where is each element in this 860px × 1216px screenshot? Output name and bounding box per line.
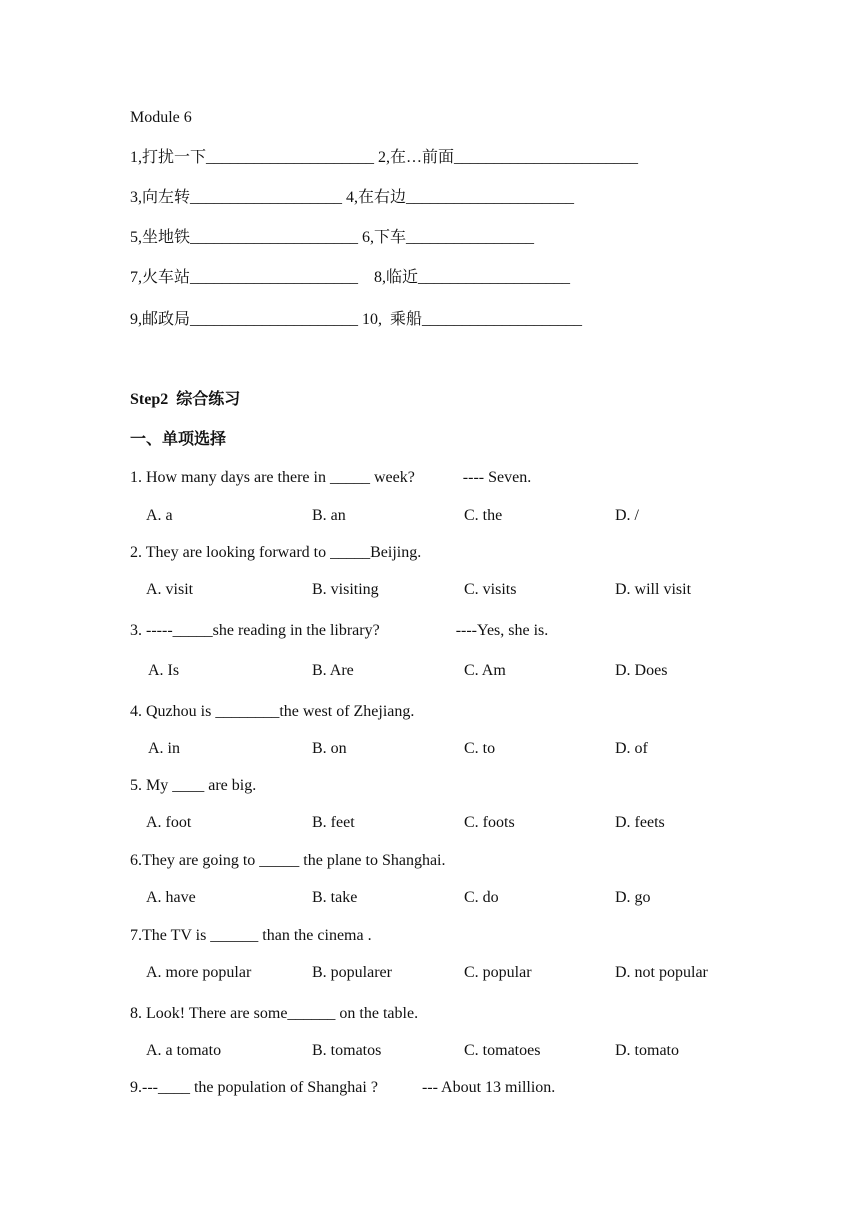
option-c: C. to [464, 740, 496, 757]
question-5: 5. My ____ are big. [130, 777, 257, 794]
option-a: A. a tomato [146, 1042, 222, 1059]
vocab-line-4 [130, 268, 570, 288]
vocab-item: 4,在右边_____________________ [346, 189, 575, 206]
section-title: 一、单项选择 [130, 431, 227, 448]
vocab-item: 7,火车站_____________________ [130, 269, 375, 286]
option-d: D. go [615, 889, 651, 906]
option-a: A. Is [148, 662, 180, 679]
option-c: C. tomatoes [464, 1042, 541, 1059]
option-a: A. visit [146, 581, 194, 598]
option-b: B. tomatos [312, 1042, 382, 1059]
vocab-line-5 [130, 310, 582, 330]
option-c: C. do [464, 889, 499, 906]
module-title: Module 6 [130, 109, 192, 126]
option-d: D. tomato [615, 1042, 679, 1059]
question-8: 8. Look! There are some______ on the table. [130, 1005, 419, 1022]
option-b: B. take [312, 889, 358, 906]
vocab-item: 9,邮政局_____________________ [130, 311, 363, 328]
option-a: A. in [148, 740, 180, 757]
vocab-item: 2,在…前面_______________________ [378, 149, 639, 166]
option-c: C. the [464, 507, 503, 524]
vocab-item: 8,临近___________________ [374, 269, 571, 286]
question-6: 6.They are going to _____ the plane to Shanghai. [130, 852, 446, 869]
question-1: 1. How many days are there in _____ week? ---- Seven. [130, 469, 532, 486]
vocab-item: 5,坐地铁_____________________ [130, 229, 363, 246]
option-c: C. Am [464, 662, 506, 679]
vocab-line-3 [130, 228, 534, 248]
option-d: D. of [615, 740, 648, 757]
vocab-line-1 [130, 148, 638, 168]
option-d: D. not popular [615, 964, 708, 981]
question-3: 3. -----_____she reading in the library? ----Yes, she is. [130, 622, 549, 639]
option-a: A. foot [146, 814, 192, 831]
vocab-item: 10, 乘船____________________ [362, 311, 583, 328]
option-b: B. on [312, 740, 347, 757]
question-2: 2. They are looking forward to _____Beijing. [130, 544, 422, 561]
vocab-item: 1,打扰一下_____________________ [130, 149, 379, 166]
question-9: 9.---____ the population of Shanghai ? --- About 13 million. [130, 1079, 556, 1096]
option-b: B. feet [312, 814, 355, 831]
option-b: B. popularer [312, 964, 392, 981]
vocab-item: 3,向左转___________________ [130, 189, 347, 206]
option-b: B. an [312, 507, 346, 524]
vocab-line-2 [130, 188, 574, 208]
question-7: 7.The TV is ______ than the cinema . [130, 927, 372, 944]
option-a: A. have [146, 889, 196, 906]
option-a: A. a [146, 507, 173, 524]
option-c: C. visits [464, 581, 517, 598]
option-d: D. will visit [615, 581, 692, 598]
vocab-item: 6,下车________________ [362, 229, 535, 246]
step2-title: Step2 综合练习 [130, 391, 241, 408]
option-a: A. more popular [146, 964, 252, 981]
option-d: D. / [615, 507, 639, 524]
option-d: D. feets [615, 814, 665, 831]
option-d: D. Does [615, 662, 668, 679]
option-c: C. foots [464, 814, 515, 831]
option-b: B. visiting [312, 581, 379, 598]
option-b: B. Are [312, 662, 354, 679]
option-c: C. popular [464, 964, 532, 981]
question-4: 4. Quzhou is ________the west of Zhejiang. [130, 703, 415, 720]
